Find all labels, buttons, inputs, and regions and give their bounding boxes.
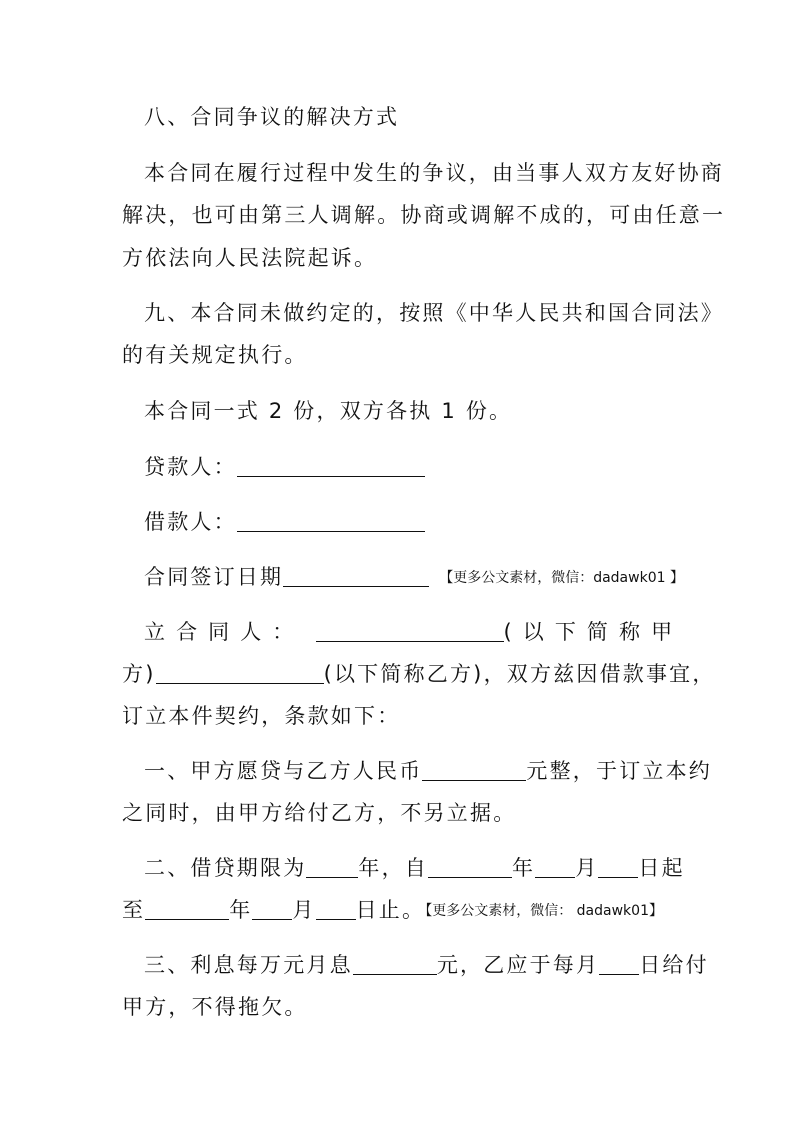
borrower-line (144, 509, 674, 535)
clause-two-line (144, 855, 685, 881)
section-nine-line: 九、本合同未做约定的，按照《中华人民共和国合同法》 (144, 301, 724, 325)
parties-line (144, 619, 674, 645)
parties-line-2 (122, 661, 716, 687)
text-fragment: 一、甲方愿贷与乙方人民币 (144, 759, 423, 783)
party-a-note: ( 以 下 简 称 甲 (503, 620, 675, 644)
text-fragment: 至 (122, 898, 146, 922)
pay-day-blank (599, 954, 639, 975)
clause-one-line (144, 758, 713, 784)
sign-date-line (144, 564, 684, 591)
paragraph-line: 订立本件契约，条款如下： (122, 704, 401, 728)
party-a-blank (316, 621, 504, 642)
text-fragment: 日起 (638, 856, 685, 880)
text-fragment: 三、利息每万元月息 (144, 953, 353, 977)
text-fragment: 月 (575, 856, 599, 880)
text-fragment: 日止。 (355, 898, 426, 922)
paragraph-line: 本合同在履行过程中发生的争议，由当事人双方友好协商 (144, 161, 724, 185)
amount-blank (422, 760, 526, 781)
text-fragment: 年 (512, 856, 536, 880)
start-year-blank (428, 857, 512, 878)
promo-note: 【更多公文素材，微信：dadawk01 】 (439, 570, 684, 586)
interest-blank (353, 954, 437, 975)
clause-two-line-2 (122, 897, 674, 924)
section-eight-heading: 八、合同争议的解决方式 (144, 105, 400, 129)
sign-date-blank (283, 566, 429, 587)
paragraph-line: 甲方，不得拖欠。 (122, 995, 308, 1019)
paragraph-line: 之同时，由甲方给付乙方，不另立据。 (122, 801, 517, 825)
end-day-blank (316, 899, 356, 920)
paragraph-line: 解决，也可由第三人调解。协商或调解不成的，可由任意一 (122, 203, 726, 227)
promo-note: 【更多公文素材，微信： dadawk01】 (425, 903, 663, 919)
paragraph-line: 方依法向人民法院起诉。 (122, 246, 378, 270)
lender-line (144, 454, 674, 480)
paragraph-line: 的有关规定执行。 (122, 343, 308, 367)
start-day-blank (598, 857, 638, 878)
borrower-blank (237, 511, 425, 532)
parties-label: 立 合 同 人 ： (144, 620, 296, 644)
text-fragment: 元，乙应于每月 (436, 953, 600, 977)
text-fragment: 年 (229, 898, 253, 922)
end-month-blank (252, 899, 292, 920)
text-fragment: 日给付 (639, 953, 709, 977)
lender-label: 贷款人： (144, 455, 237, 479)
sign-date-label: 合同签订日期 (144, 565, 284, 589)
clause-three-line (144, 952, 709, 978)
text-fragment: (以下简称乙方)，双方兹因借款事宜， (323, 662, 716, 686)
term-years-blank (306, 857, 358, 878)
text-fragment: 方) (122, 662, 156, 686)
text-fragment: 年，自 (358, 856, 429, 880)
end-year-blank (145, 899, 229, 920)
start-month-blank (535, 857, 575, 878)
lender-blank (237, 456, 425, 477)
text-fragment: 月 (292, 898, 316, 922)
copies-line: 本合同一式 2 份，双方各执 1 份。 (144, 399, 513, 423)
text-fragment: 元整，于订立本约 (526, 759, 713, 783)
text-fragment: 二、借贷期限为 (144, 856, 307, 880)
party-b-blank (156, 663, 324, 684)
borrower-label: 借款人： (144, 510, 237, 534)
